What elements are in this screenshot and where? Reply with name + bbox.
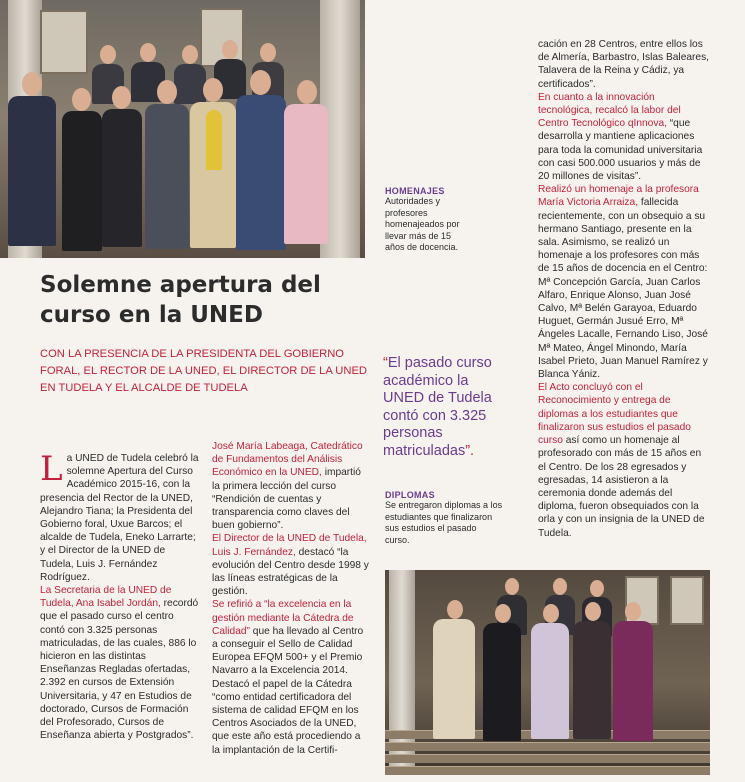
photo-diplomas (385, 570, 710, 775)
article-column-2 (212, 440, 370, 757)
paragraph: que ha llevado al Centro a conseguir el Sello de Calidad Europea EFQM 500+ y el Premio Navarro a la Excelencia 2014. Destacó el papel de la Cátedra “como entidad certificadora del sistema de calidad EFQM en los Centros Asociados de la UNED, que este año está procediendo a la implantación de la Certifi- (212, 625, 364, 756)
paragraph: recordó que el pasado curso el centro contó con 3.325 personas matriculadas, de las cuales, 886 lo hicieron en las distintas Enseñanzas Regladas ofertadas, 2.392 en cursos de Extensión Universitaria, y 47 en Estudios de doctorado, Cursos de Formación del Profesorado, Cursos de Enseñanza abierta y Postgrados”. (40, 598, 199, 742)
paragraph-highlight: El Director de la UNED de Tudela, Luis J. Fernández, (212, 533, 367, 558)
quote-text: El pasado curso académico la UNED de Tudela contó con 3.325 personas matriculadas (383, 355, 492, 459)
article-subtitle: CON LA PRESENCIA DE LA PRESIDENTA DEL GOBIERNO FORAL, EL RECTOR DE LA UNED, EL DIRECTOR DE LA UNED EN TUDELA Y EL ALCALDE DE TUDELA (40, 348, 368, 394)
paragraph-highlight: La Secretaria de la UNED de Tudela, Ana Isabel Jordán, (40, 585, 172, 610)
quote-open-mark: “ (383, 355, 388, 371)
paragraph-highlight: Se refirió a “la excelencia en la gestión mediante la Cátedra de Calidad” (212, 599, 354, 637)
paragraph-highlight: Realizó un homenaje a la profesora María Victoria Arraiza, (538, 184, 699, 209)
caption-label: HOMENAJES (385, 186, 445, 196)
paragraph: así como un homenaje al profesorado con más de 15 años en el Centro. De los 28 egresados y egresadas, 14 asistieron a la ceremonia donde además del diploma, fueron obsequiados con la orla y con un insignia de la UNED de Tudela. (538, 435, 705, 539)
paragraph-highlight: En cuanto a la innovación tecnológica, recalcó la labor del Centro Tecnológico qInnova, (538, 91, 681, 130)
paragraph: cación en 28 Centros, entre ellos los de Almería, Barbastro, Islas Baleares, Talavera de la Reina y Cádiz, ya certificados”. (538, 39, 710, 90)
article-column-3 (538, 38, 710, 540)
photo-homenajes (0, 0, 365, 258)
caption-diplomas (385, 490, 503, 546)
paragraph: “que desarrolla y mantiene aplicaciones para toda la comunidad universitaria con casi 500.000 usuarios y más de 20 millones de visitas”. (538, 118, 703, 183)
paragraph-highlight: El Acto concluyó con el Reconocimiento y entrega de diplomas a los estudiantes que finalizaron sus estudios el pasado curso (538, 382, 691, 447)
article-column-1 (40, 449, 200, 742)
article-headline: Solemne apertura del curso en la UNED (40, 272, 321, 328)
caption-label: DIPLOMAS (385, 490, 435, 500)
paragraph: impartió la primera lección del curso “Rendición de cuentas y transparencia como claves del buen gobierno”. (212, 467, 361, 532)
paragraph: a UNED de Tudela celebró la solemne Apertura del Curso Académico 2015-16, con la presencia del Rector de la UNED, Alejandro Tiana; la Presidenta del Gobierno foral, Uxue Barcos; el alcalde de Tudela, Eneko Larrarte; y el Director de la UNED de Tudela, Luis J. Fernández Rodríguez. (40, 453, 199, 583)
caption-homenajes (385, 186, 465, 254)
paragraph: fallecida recientemente, con un obsequio a su hermano Santiago, presente en la sala. Asimismo, se realizó un homenaje a los profesores con más de 15 años de docencia en el Centro: Mª Concepción García, Juan Carlos Alfaro, Enrique Alonso, Juan José Calvo, Mª Belén Garayoa, Eduardo Huguet, Germán Jusué Erro, Mª Ángeles Lacalle, Fernando Liso, José Mª Mateo, Ángel Minondo, María Isabel Prieto, Juan Manuel Ramírez y Blanca Yániz. (538, 197, 708, 381)
quote-close-mark: ”. (465, 442, 475, 459)
drop-cap: L (40, 449, 63, 489)
caption-text: Autoridades y profesores homenajeados por llevar más de 15 años de docencia. (385, 196, 460, 252)
paragraph-highlight: José María Labeaga, Catedrático de Fundamentos del Análisis Económico en la UNED, (212, 441, 363, 479)
pull-quote (383, 355, 513, 460)
paragraph: destacó “la evolución del Centro desde 1998 y las líneas estratégicas de la gestión. (212, 546, 369, 598)
caption-text: Se entregaron diplomas a los estudiantes que finalizaron sus estudios el pasado curso. (385, 500, 503, 545)
